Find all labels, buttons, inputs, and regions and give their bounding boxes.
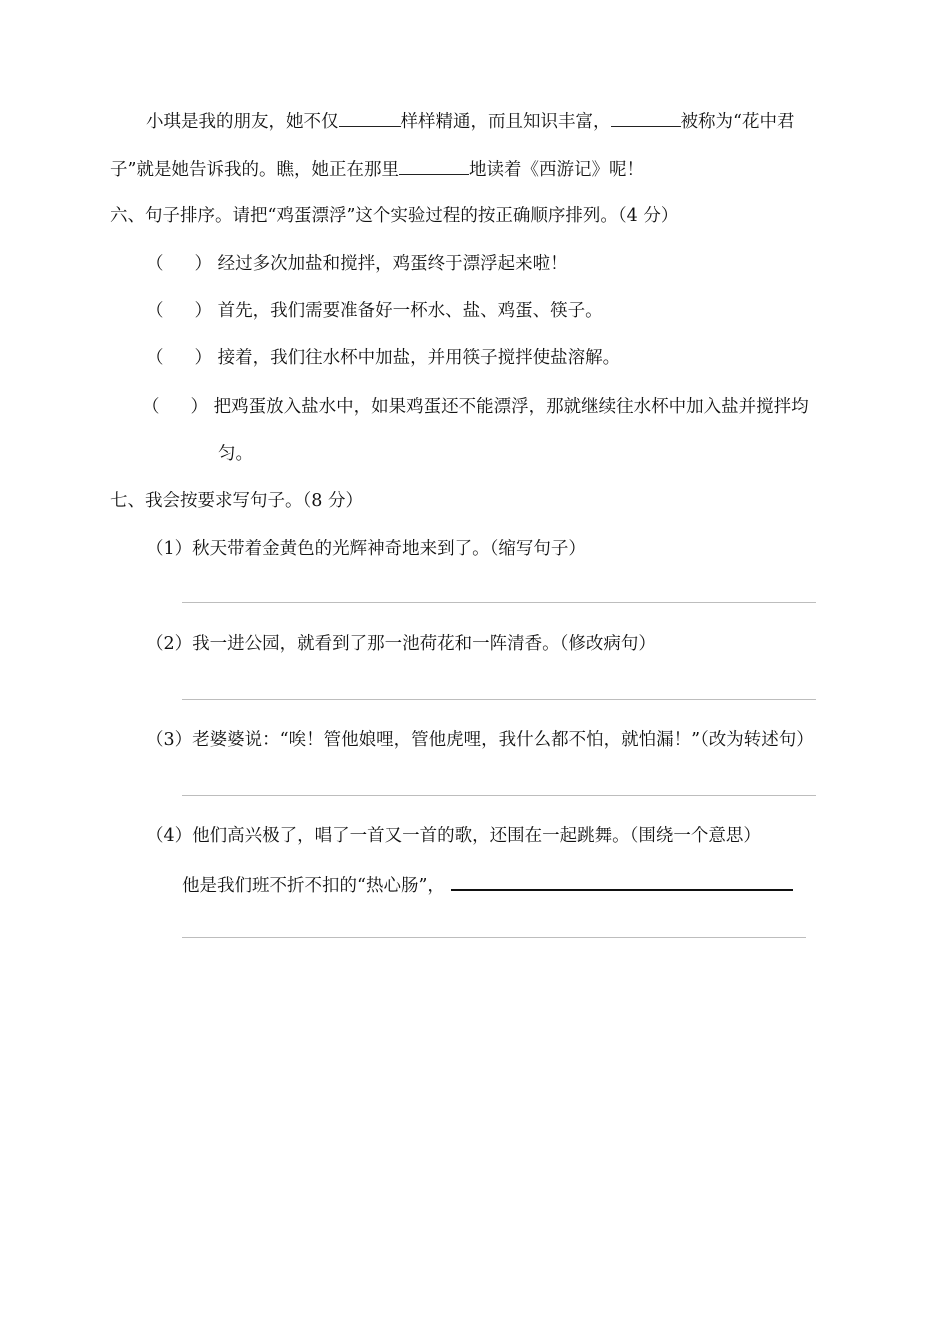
fill-blank-3[interactable] <box>399 158 469 175</box>
passage-text: 样样精通，而且知识丰富， <box>400 112 611 132</box>
order-item-text: 首先，我们需要准备好一杯水、盐、鸡蛋、筷子。 <box>217 301 603 321</box>
order-answer-box[interactable]: （ ） <box>146 301 212 321</box>
passage-line-1 <box>146 110 794 133</box>
order-item-4 <box>142 396 809 418</box>
passage-line-2 <box>110 158 644 181</box>
order-item-3 <box>146 347 620 369</box>
question-3: （3）老婆婆说：“唉！管他娘哩，管他虎哩，我什么都不怕，就怕漏！”（改为转述句） <box>146 730 814 750</box>
question-4-prompt <box>182 873 793 897</box>
order-answer-box[interactable]: （ ） <box>146 348 212 368</box>
passage-text: 被称为“花中君 <box>680 112 795 132</box>
question-2: （2）我一进公园，就看到了那一池荷花和一阵清香。（修改病句） <box>146 634 656 654</box>
order-item-4-continued: 匀。 <box>218 444 253 464</box>
passage-text: 小琪是我的朋友，她不仅 <box>146 112 339 132</box>
passage-text: 地读着《西游记》呢！ <box>468 160 644 180</box>
order-item-text: 经过多次加盐和搅拌，鸡蛋终于漂浮起来啦！ <box>217 254 568 274</box>
order-answer-box[interactable]: （ ） <box>146 254 212 274</box>
question-1: （1）秋天带着金黄色的光辉神奇地来到了。（缩写句子） <box>146 539 586 559</box>
section-7-title: 七、我会按要求写句子。（8 分） <box>110 491 363 511</box>
answer-blank-4[interactable] <box>451 873 793 891</box>
prompt-text: 他是我们班不折不扣的“热心肠”， <box>182 876 445 896</box>
order-item-text: 把鸡蛋放入盐水中，如果鸡蛋还不能漂浮，那就继续往水杯中加入盐并搅拌均 <box>213 397 809 417</box>
order-item-1 <box>146 253 568 275</box>
answer-line-1[interactable] <box>182 602 816 603</box>
section-6-title: 六、句子排序。请把“鸡蛋漂浮”这个实验过程的按正确顺序排列。（4 分） <box>110 206 679 226</box>
order-answer-box[interactable]: （ ） <box>142 397 208 417</box>
passage-text: 子”就是她告诉我的。瞧，她正在那里 <box>110 160 399 180</box>
answer-line-3[interactable] <box>182 795 816 796</box>
answer-line-4[interactable] <box>182 937 806 938</box>
order-item-2 <box>146 300 603 322</box>
question-4: （4）他们高兴极了，唱了一首又一首的歌，还围在一起跳舞。（围绕一个意思） <box>146 826 761 846</box>
fill-blank-2[interactable] <box>611 110 681 127</box>
fill-blank-1[interactable] <box>339 110 401 127</box>
order-item-text: 接着，我们往水杯中加盐，并用筷子搅拌使盐溶解。 <box>217 348 621 368</box>
answer-line-2[interactable] <box>182 699 816 700</box>
